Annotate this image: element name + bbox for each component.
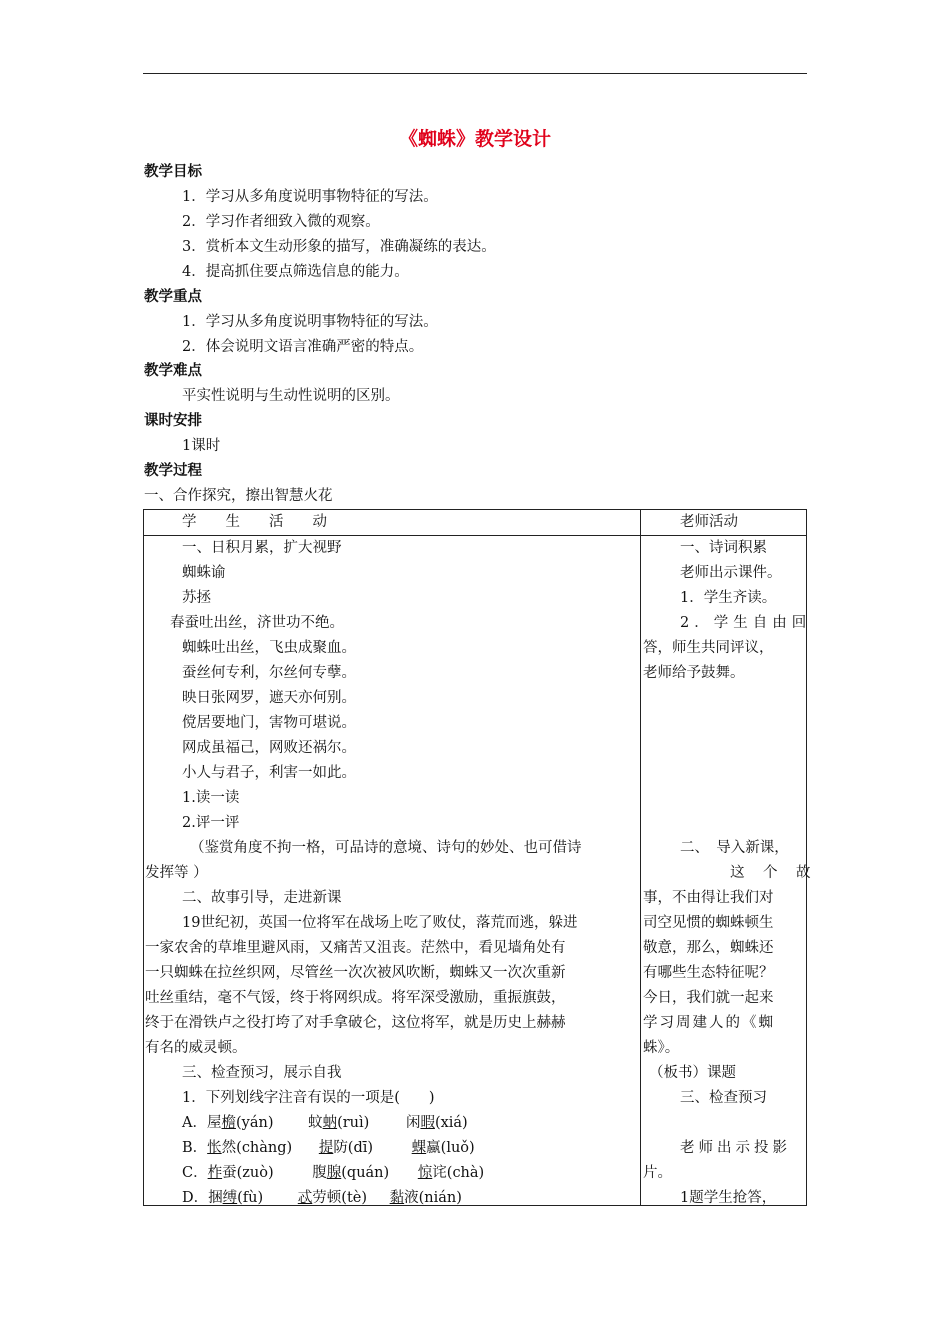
teacher-line: 司空见惯的蜘蛛顿生 [643,915,774,931]
option-a: A．屋檐(yán) 蚊蚋(ruì) 闲暇(xiá) [182,1115,468,1131]
option-letter: C． [182,1165,208,1181]
schedule-text: 1课时 [182,438,221,454]
teacher-section-title: 一、诗词积累 [680,540,767,556]
teacher-line: 老师给予鼓舞。 [643,665,745,681]
note-line: 发挥等 ） [145,865,208,881]
column-divider [640,510,641,1205]
teacher-line: 片。 [643,1165,672,1181]
teacher-line: 这 个 故 [730,865,813,881]
teacher-line: 蛛》。 [643,1040,680,1056]
goal-item: 2．学习作者细致入微的观察。 [182,214,380,230]
option-d: D．捆缚(fù) 忒劳顿(tè) 黏液(nián) [182,1190,462,1206]
teacher-line: 答，师生共同评议， [643,640,774,656]
header-divider [144,535,806,536]
option-letter: A． [182,1115,207,1131]
section-title: 一、合作探究，擦出智慧火花 [144,488,333,504]
poem-line: 春蚕吐出丝，济世功不绝。 [170,615,344,631]
student-section-title: 二、故事引导，走进新课 [182,890,342,906]
key-points-heading: 教学重点 [144,289,202,305]
schedule-heading: 课时安排 [144,413,202,429]
option-c: C．柞蚕(zuò) 腹腺(quán) 惊诧(chà) [182,1165,485,1181]
teacher-line: 有哪些生态特征呢？ [643,965,774,981]
option-letter: B． [182,1140,208,1156]
activity-table [143,509,813,1206]
poem-line: 蚕丝何专利，尔丝何专孽。 [182,665,356,681]
teacher-line: 老师出示投影 [680,1140,791,1156]
goal-item: 4．提高抓住要点筛选信息的能力。 [182,264,409,280]
story-line: 吐丝重结，毫不气馁，终于将网织成。将军深受激励，重振旗鼓， [145,990,566,1006]
process-heading: 教学过程 [144,463,202,479]
header-rule [143,73,807,74]
goal-item: 3．赏析本文生动形象的描写，准确凝练的表达。 [182,239,496,255]
story-line: 终于在滑铁卢之役打垮了对手拿破仑，这位将军，就是历史上赫赫 [145,1015,566,1031]
teacher-line: 1题学生抢答， [680,1190,777,1206]
goal-item: 1．学习从多角度说明事物特征的写法。 [182,189,438,205]
story-line: 有名的威灵顿。 [145,1040,247,1056]
poem-author: 苏拯 [182,590,211,606]
poem-line: 映日张网罗，遮天亦何别。 [182,690,356,706]
document-title: 《蜘蛛》教学设计 [398,128,551,150]
teacher-line: 今日，我们就一起来 [643,990,774,1006]
teacher-line: 1．学生齐读。 [680,590,777,606]
poem-line: 网成虽福己，网败还祸尔。 [182,740,356,756]
teacher-line: 事，不由得让我们对 [643,890,774,906]
teacher-line: 2．学生自由回 [680,615,812,631]
task-comment: 2.评一评 [182,815,240,831]
poem-line: 小人与君子，利害一如此。 [182,765,356,781]
option-letter: D． [182,1190,209,1206]
student-activity-header: 学 生 活 动 [182,514,327,530]
goals-heading: 教学目标 [144,164,202,180]
difficulty-heading: 教学难点 [144,363,202,379]
difficulty-text: 平实性说明与生动性说明的区别。 [182,388,400,404]
key-point-item: 2．体会说明文语言准确严密的特点。 [182,339,424,355]
story-line: 一只蜘蛛在拉丝织网，尽管丝一次次被风吹断，蜘蛛又一次次重新 [145,965,566,981]
teacher-line: 敬意，那么，蜘蛛还 [643,940,774,956]
task-read: 1.读一读 [182,790,240,806]
teacher-line: 学习周建人的《蜘 [643,1015,775,1031]
student-section-title: 三、检查预习，展示自我 [182,1065,342,1081]
teacher-section-title: 三、检查预习 [680,1090,767,1106]
student-section-title: 一、日积月累，扩大视野 [182,540,342,556]
poem-line: 蜘蛛吐出丝，飞虫成聚血。 [182,640,356,656]
poem-title: 蜘蛛谕 [182,565,226,581]
option-b: B．怅然(chàng) 提防(dī) 蜾蠃(luǒ) [182,1140,475,1156]
story-line: 19世纪初，英国一位将军在战场上吃了败仗，落荒而逃，躲进 [182,915,578,931]
poem-line: 傥居要地门，害物可堪说。 [182,715,356,731]
question-1: 1．下列划线字注音有误的一项是( ) [182,1090,435,1106]
key-point-item: 1．学习从多角度说明事物特征的写法。 [182,314,438,330]
story-line: 一家农舍的草堆里避风雨，又痛苦又沮丧。茫然中，看见墙角处有 [145,940,566,956]
note-line: （鉴赏角度不拘一格，可品诗的意境、诗句的妙处、也可借诗 [190,840,582,856]
board-note: （板书）课题 [649,1065,736,1081]
teacher-section-title: 二、 导入新课， [680,840,789,856]
teacher-line: 老师出示课件。 [680,565,782,581]
teacher-activity-header: 老师活动 [680,514,738,530]
